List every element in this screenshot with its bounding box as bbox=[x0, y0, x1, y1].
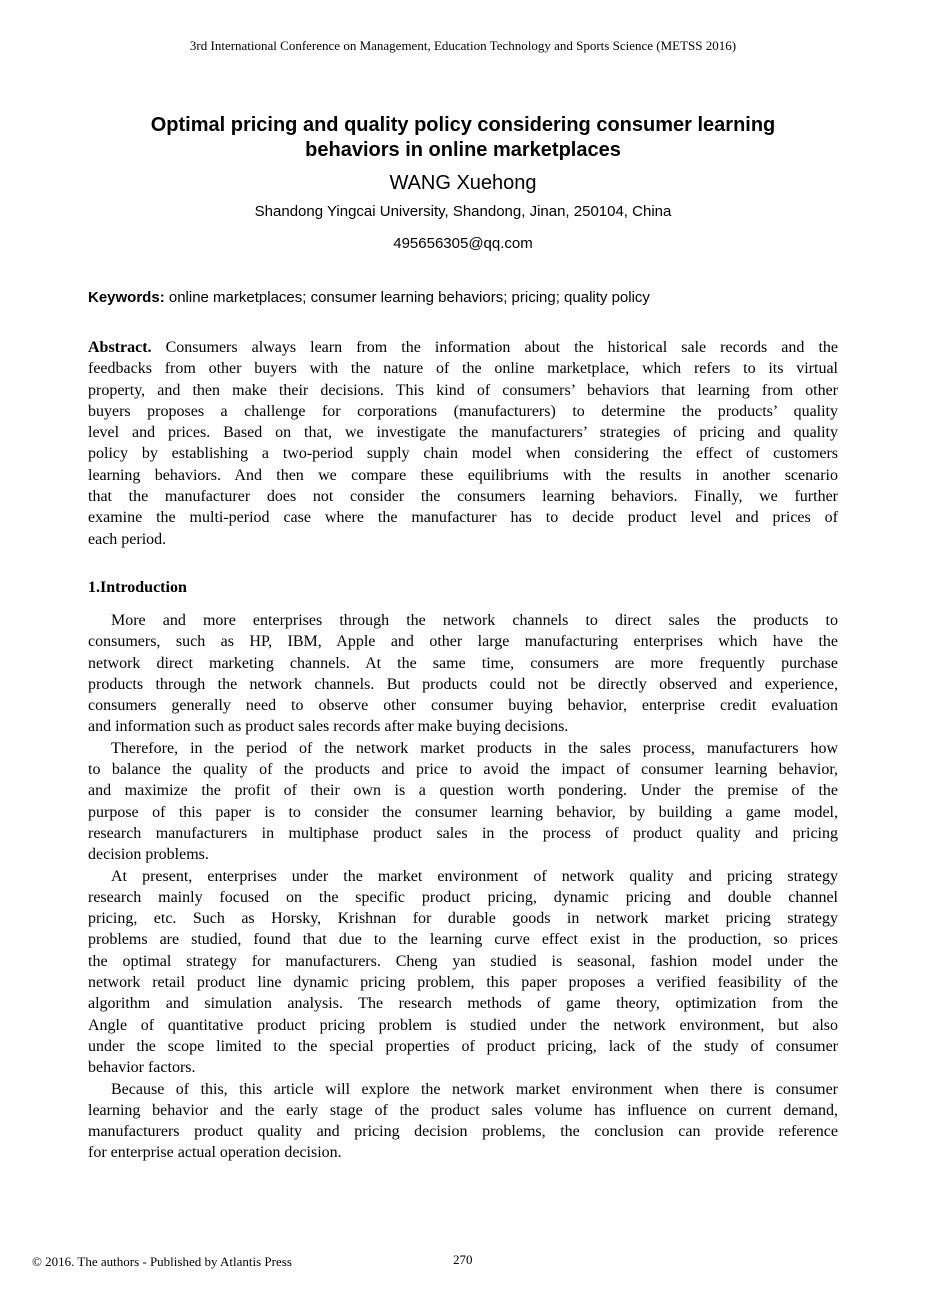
paragraph bbox=[88, 610, 838, 738]
section-heading-introduction: 1.Introduction bbox=[88, 579, 187, 596]
paragraph-line: research manufacturers in multiphase product sales in the process of product quality and pricing bbox=[88, 824, 838, 842]
paragraph-line: At present, enterprises under the market environment of network quality and pricing strategy bbox=[111, 867, 838, 885]
paragraph-line: products through the network channels. But products could not be directly observed and experience, bbox=[88, 675, 838, 693]
paragraph-line: behavior factors. bbox=[88, 1059, 196, 1077]
paper-title bbox=[0, 113, 926, 163]
abstract-line: policy by establishing a two-period supply chain model when considering the effect of customers bbox=[88, 445, 838, 463]
paragraph-line: Angle of quantitative product pricing problem is studied under the network environment, but also bbox=[88, 1016, 838, 1034]
page-number: 270 bbox=[453, 1252, 473, 1267]
paragraph-line: More and more enterprises through the network channels to direct sales the products to bbox=[111, 612, 838, 629]
abstract-line: feedbacks from other buyers with the nature of the online marketplace, which refers to its virtual bbox=[88, 360, 838, 378]
title-line: behaviors in online marketplaces bbox=[305, 139, 621, 161]
abstract-line: examine the multi-period case where the manufacturer has to decide product level and prices of bbox=[88, 509, 838, 527]
affiliation: Shandong Yingcai University, Shandong, Jinan, 250104, China bbox=[254, 203, 672, 220]
author-name: WANG Xuehong bbox=[389, 172, 537, 194]
abstract-text: Consumers always learn from the information about the historical sale records and the bbox=[151, 339, 838, 356]
paragraph-line: purpose of this paper is to consider the consumer learning behavior, by building a game model, bbox=[88, 803, 838, 821]
abstract bbox=[88, 337, 838, 550]
abstract-line: property, and then make their decisions. This kind of consumers’ behaviors that learning from other bbox=[88, 381, 838, 399]
paragraph-line: network direct marketing channels. At the same time, consumers are more frequently purchase bbox=[88, 654, 838, 672]
paragraph-line: learning behavior and the early stage of the product sales volume has influence on current demand, bbox=[88, 1101, 838, 1119]
abstract-line: buyers proposes a challenge for corporations (manufacturers) to determine the products’ quality bbox=[88, 402, 838, 420]
paragraph-line: consumers, such as HP, IBM, Apple and other large manufacturing enterprises which have the bbox=[88, 633, 838, 651]
paragraph-line: for enterprise actual operation decision. bbox=[88, 1144, 342, 1162]
paragraph-line: research mainly focused on the specific product pricing, dynamic pricing and double channel bbox=[88, 888, 838, 906]
paragraph bbox=[88, 1079, 838, 1164]
abstract-line: level and prices. Based on that, we investigate the manufacturers’ strategies of pricing and quality bbox=[88, 424, 838, 442]
paragraph-line: Therefore, in the period of the network market products in the sales process, manufacturers how bbox=[111, 739, 838, 757]
paragraph-line: decision problems. bbox=[88, 846, 209, 864]
paragraph-line: the optimal strategy for manufacturers. Cheng yan studied is seasonal, fashion model under the bbox=[88, 952, 838, 970]
paragraph-line: under the scope limited to the special properties of product pricing, lack of the study of consumer bbox=[88, 1037, 838, 1055]
paragraph-line: Because of this, this article will explore the network market environment when there is consumer bbox=[111, 1080, 838, 1098]
abstract-label: Abstract. bbox=[88, 339, 152, 356]
keywords-text: online marketplaces; consumer learning behaviors; pricing; quality policy bbox=[164, 289, 650, 306]
abstract-line: learning behaviors. And then we compare these equilibriums with the results in another scenario bbox=[88, 466, 838, 484]
paragraph-line: pricing, etc. Such as Horsky, Krishnan for durable goods in network market pricing strategy bbox=[88, 910, 838, 928]
keywords bbox=[88, 289, 650, 306]
introduction-body bbox=[88, 610, 838, 1164]
keywords-label: Keywords: bbox=[88, 289, 165, 306]
paragraph-line: manufacturers product quality and pricing decision problems, the conclusion can provide reference bbox=[88, 1123, 838, 1141]
paragraph bbox=[88, 738, 838, 866]
paragraph-line: network retail product line dynamic pricing problem, this paper proposes a verified feasibility of the bbox=[88, 974, 838, 992]
paragraph bbox=[88, 866, 838, 1079]
paragraph-line: and information such as product sales records after make buying decisions. bbox=[88, 718, 569, 736]
title-line: Optimal pricing and quality policy considering consumer learning bbox=[150, 114, 776, 136]
abstract-line: that the manufacturer does not consider the consumers learning behaviors. Finally, we further bbox=[88, 488, 838, 506]
abstract-line bbox=[88, 337, 838, 358]
paragraph-line: algorithm and simulation analysis. The research methods of game theory, optimization from the bbox=[88, 995, 838, 1013]
author-email: 495656305@qq.com bbox=[393, 235, 533, 252]
paragraph-line: consumers generally need to observe other consumer buying behavior, enterprise credit evaluation bbox=[88, 697, 838, 715]
conference-header: 3rd International Conference on Management, Education Technology and Sports Science (METSS 2016) bbox=[189, 38, 737, 53]
paragraph-line: to balance the quality of the products and price to avoid the impact of consumer learning behavior, bbox=[88, 761, 838, 779]
abstract-line: each period. bbox=[88, 530, 167, 548]
paragraph-line: problems are studied, found that due to the learning curve effect exist in the production, so prices bbox=[88, 931, 838, 949]
copyright-footer: © 2016. The authors - Published by Atlantis Press bbox=[32, 1254, 292, 1269]
paragraph-line: and maximize the profit of their own is a question worth pondering. Under the premise of the bbox=[88, 782, 838, 800]
